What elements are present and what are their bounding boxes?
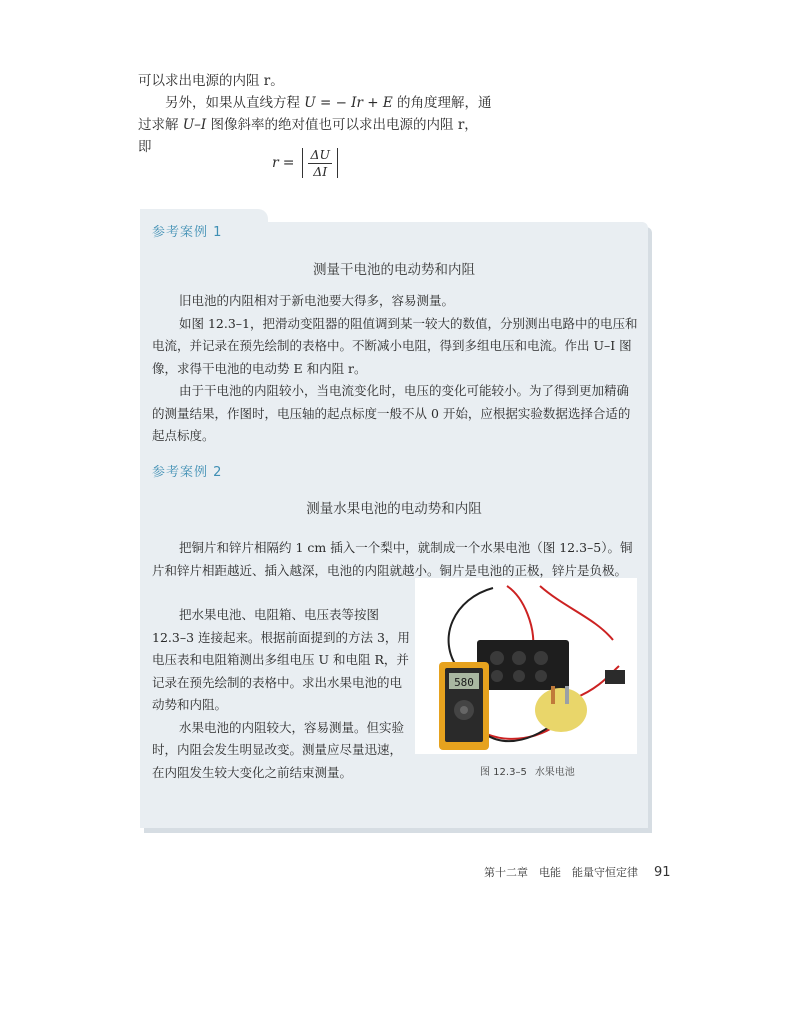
- intro-paragraph-2: [138, 92, 498, 136]
- intro-text-a: 另外，如果从直线方程: [165, 95, 305, 111]
- fruit-battery-photo: [415, 578, 637, 754]
- ui-label: U–I: [182, 117, 207, 133]
- case-1-paragraph: 旧电池的内阻相对于新电池要大得多，容易测量。: [179, 293, 455, 308]
- figure-caption: [480, 763, 583, 778]
- figure-caption-text: 水果电池: [534, 767, 575, 778]
- case-2-paragraph: 把水果电池、电阻箱、电压表等按图 12.3–3 连接起来。根据前面提到的方法 3，用电压表和电阻箱测出多组电压 U 和电阻 R，并记录在预先绘制的表格中。求出水果电池的电动势和内阻。: [152, 607, 410, 712]
- pear: [535, 688, 587, 732]
- abs-bar-left: [302, 148, 303, 178]
- case-1-body: [152, 290, 640, 448]
- meter-reading: 580: [454, 676, 474, 689]
- case-2-tag: 参考案例 2: [152, 465, 223, 480]
- formula-fraction: [305, 148, 335, 179]
- intro-text: [138, 70, 498, 158]
- multimeter: [439, 662, 489, 750]
- chapter-title: 第十二章 电能 能量守恒定律: [484, 866, 638, 879]
- formula-equals: =: [282, 155, 295, 171]
- case-2-body-left: [152, 604, 412, 784]
- intro-text-b: 的角度理解，通过求解: [138, 95, 492, 133]
- case-1-paragraph: 由于干电池的内阻较小，当电流变化时，电压的变化可能较小。为了得到更加精确的测量结果，作图时，电压轴的起点标度一般不从 0 开始，应根据实验数据选择合适的起点标度。: [152, 383, 631, 443]
- intro-line-ji: 即: [138, 139, 152, 155]
- case-2-paragraph: 把铜片和锌片相隔约 1 cm 插入一个梨中，就制成一个水果电池（图 12.3–5）。铜片和锌片相距越近、插入越深，电池的内阻就越小。铜片是电池的正极，锌片是负极。: [152, 540, 633, 578]
- intro-text-c: 图像斜率的绝对值也可以求出电源的内阻 r，: [206, 117, 478, 133]
- intro-line-1: 可以求出电源的内阻 r。: [138, 73, 284, 89]
- figure-number: 图 12.3–5: [480, 767, 527, 778]
- case-2-paragraph: 水果电池的内阻较大，容易测量。但实验时，内阻会发生明显改变。测量应尽量迅速，在内阻发生较大变化之前结束测量。: [152, 719, 405, 780]
- formula-denominator: ΔI: [313, 163, 328, 179]
- formula-numerator: ΔU: [310, 146, 330, 162]
- case-2-body-top: [152, 537, 640, 582]
- case-1-tag: 参考案例 1: [152, 225, 223, 240]
- abs-bar-right: [337, 148, 338, 178]
- resistance-formula: [272, 146, 340, 180]
- case-1-paragraph: 如图 12.3–1，把滑动变阻器的阻值调到某一较大的数值，分别测出电路中的电压和电流，并记录在预先绘制的表格中。不断减小电阻，得到多组电压和电流。作出 U–I 图像，求得干电池的电动势 E 和内阻 r。: [152, 315, 638, 376]
- line-equation: U = − Ir + E: [304, 95, 393, 111]
- case-2-title: 测量水果电池的电动势和内阻: [306, 501, 482, 517]
- case-1-title: 测量干电池的电动势和内阻: [313, 262, 475, 278]
- formula-lhs: r: [272, 155, 279, 171]
- page-number: 91: [654, 864, 671, 880]
- page-footer: [484, 864, 671, 880]
- resistance-box: [477, 640, 569, 690]
